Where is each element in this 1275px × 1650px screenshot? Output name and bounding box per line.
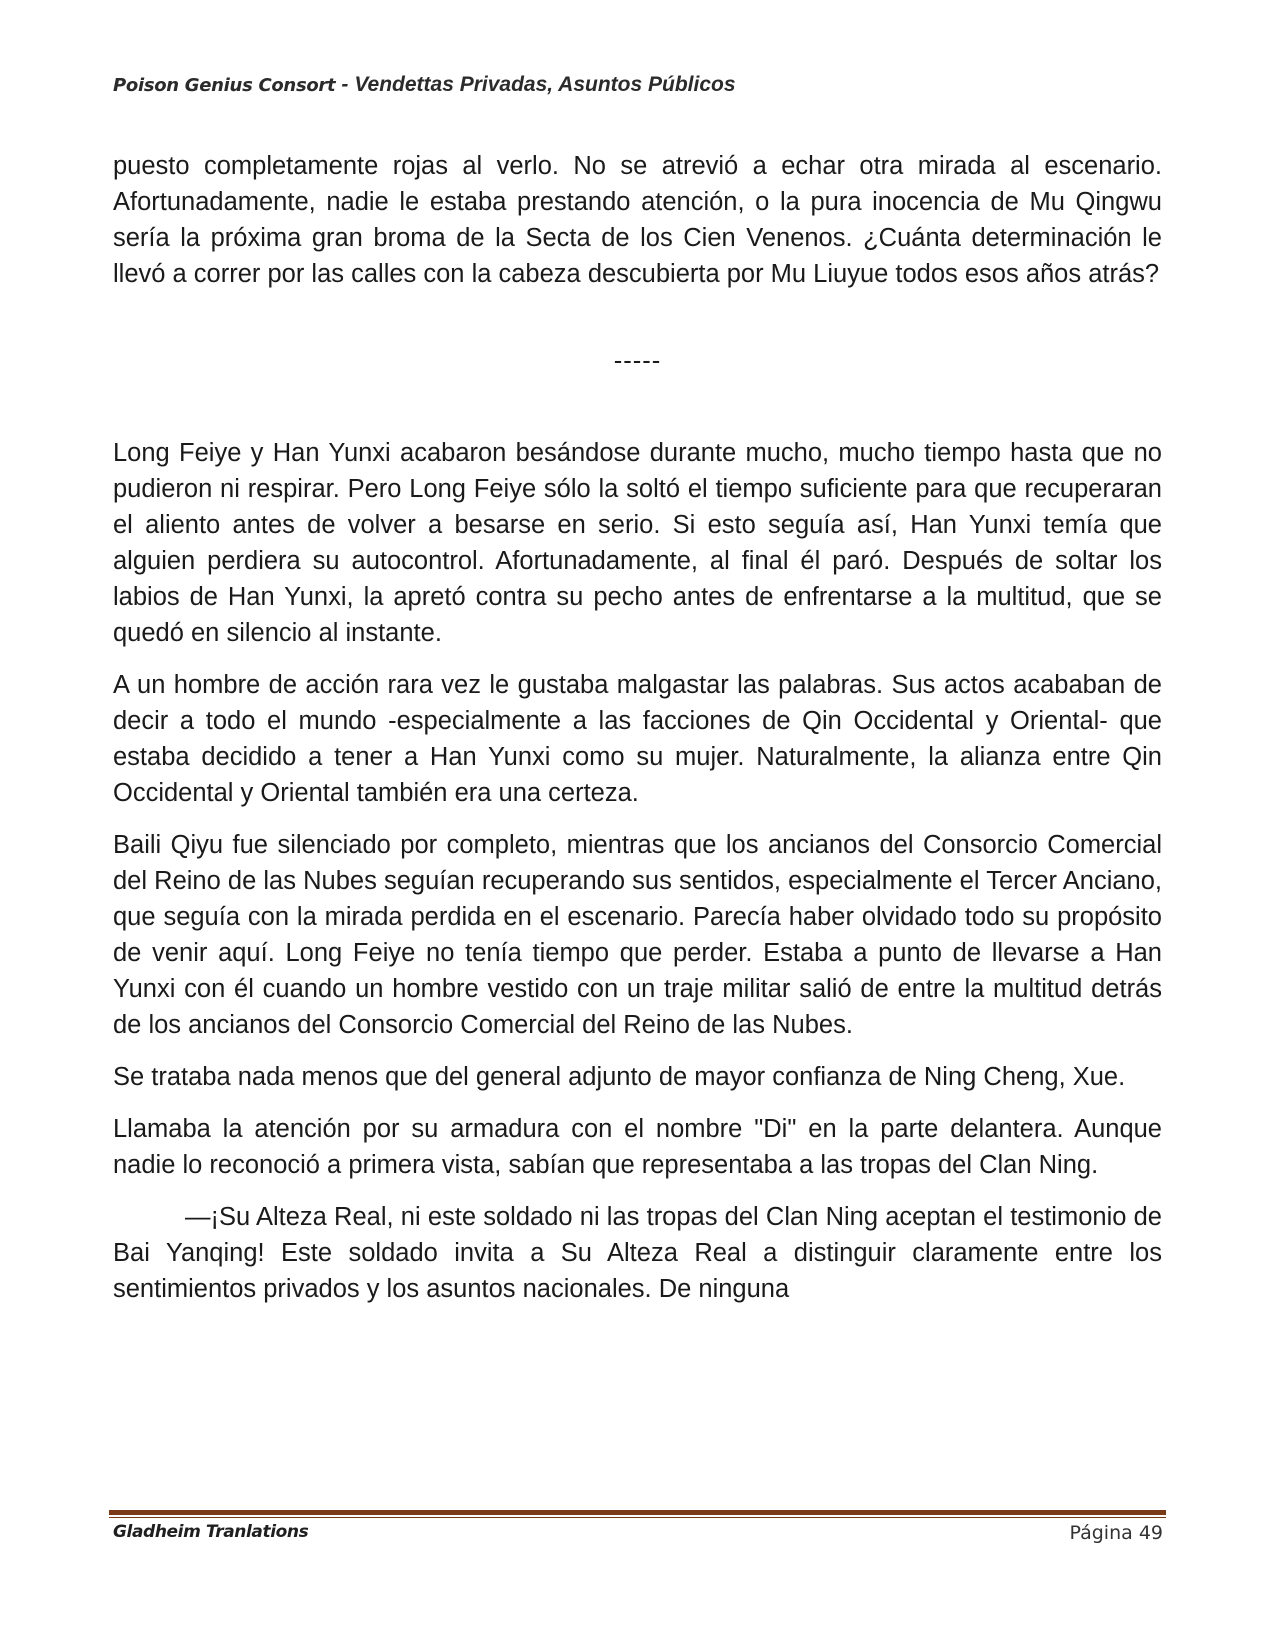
paragraph: Baili Qiyu fue silenciado por completo, mientras que los ancianos del Consorcio Comercial del Reino de las Nubes seguían recuperando sus sentidos, especialmente el Tercer Anciano, que seguía con la mirada perdida en el escenario. Parecía haber olvidado todo su propósito de venir aquí. Long Feiye no tenía tiempo que perder. Estaba a punto de llevarse a Han Yunxi con él cuando un hombre vestido con un traje militar salió de entre la multitud detrás de los ancianos del Consorcio Comercial del Reino de las Nubes.	[113, 831, 1162, 1039]
header-separator: -	[341, 73, 349, 96]
page-number	[1069, 1522, 1163, 1544]
page-body	[113, 148, 1162, 1323]
chapter-title: Vendettas Privadas, Asuntos Públicos	[354, 73, 736, 96]
page-footer	[113, 1522, 1163, 1552]
series-title: Poison Genius Consort	[113, 75, 336, 96]
paragraph: Llamaba la atención por su armadura con el nombre "Di" en la parte delantera. Aunque nadie lo reconoció a primera vista, sabían que representaba a las tropas del Clan Ning.	[113, 1115, 1162, 1179]
opening-paragraph: puesto completamente rojas al verlo. No se atrevió a echar otra mirada al escenario. Afortunadamente, nadie le estaba prestando atención, o la pura inocencia de Mu Qingwu sería la próxima gran broma de la Secta de los Cien Venenos. ¿Cuánta determinación le llevó a correr por las calles con la cabeza descubierta por Mu Liuyue todos esos años atrás?	[113, 152, 1162, 288]
footer-brand: Gladheim Tranlations	[113, 1522, 309, 1542]
page-number-value: 49	[1138, 1522, 1163, 1544]
footer-rule-thick	[109, 1510, 1166, 1515]
page-label: Página	[1069, 1522, 1133, 1544]
paragraph: Long Feiye y Han Yunxi acabaron besándose durante mucho, mucho tiempo hasta que no pudieron ni respirar. Pero Long Feiye sólo la soltó el tiempo suficiente para que recuperaran el aliento antes de volver a besarse en serio. Si esto seguía así, Han Yunxi temía que alguien perdiera su autocontrol. Afortunadamente, al final él paró. Después de soltar los labios de Han Yunxi, la apretó contra su pecho antes de enfrentarse a la multitud, que se quedó en silencio al instante.	[113, 439, 1162, 647]
footer-rule-thin	[109, 1517, 1166, 1518]
paragraph: Se trataba nada menos que del general adjunto de mayor confianza de Ning Cheng, Xue.	[113, 1063, 1126, 1091]
dialogue-paragraph: —¡Su Alteza Real, ni este soldado ni las tropas del Clan Ning aceptan el testimonio de Bai Yanqing! Este soldado invita a Su Alteza Real a distinguir claramente entre los sentimientos privados y los asuntos nacionales. De ninguna	[113, 1203, 1162, 1303]
page-header	[113, 73, 1163, 97]
paragraph: A un hombre de acción rara vez le gustaba malgastar las palabras. Sus actos acababan de decir a todo el mundo -especialmente a las facciones de Qin Occidental y Oriental- que estaba decidido a tener a Han Yunxi como su mujer. Naturalmente, la alianza entre Qin Occidental y Oriental también era una certeza.	[113, 671, 1162, 807]
scene-break: -----	[613, 347, 662, 375]
